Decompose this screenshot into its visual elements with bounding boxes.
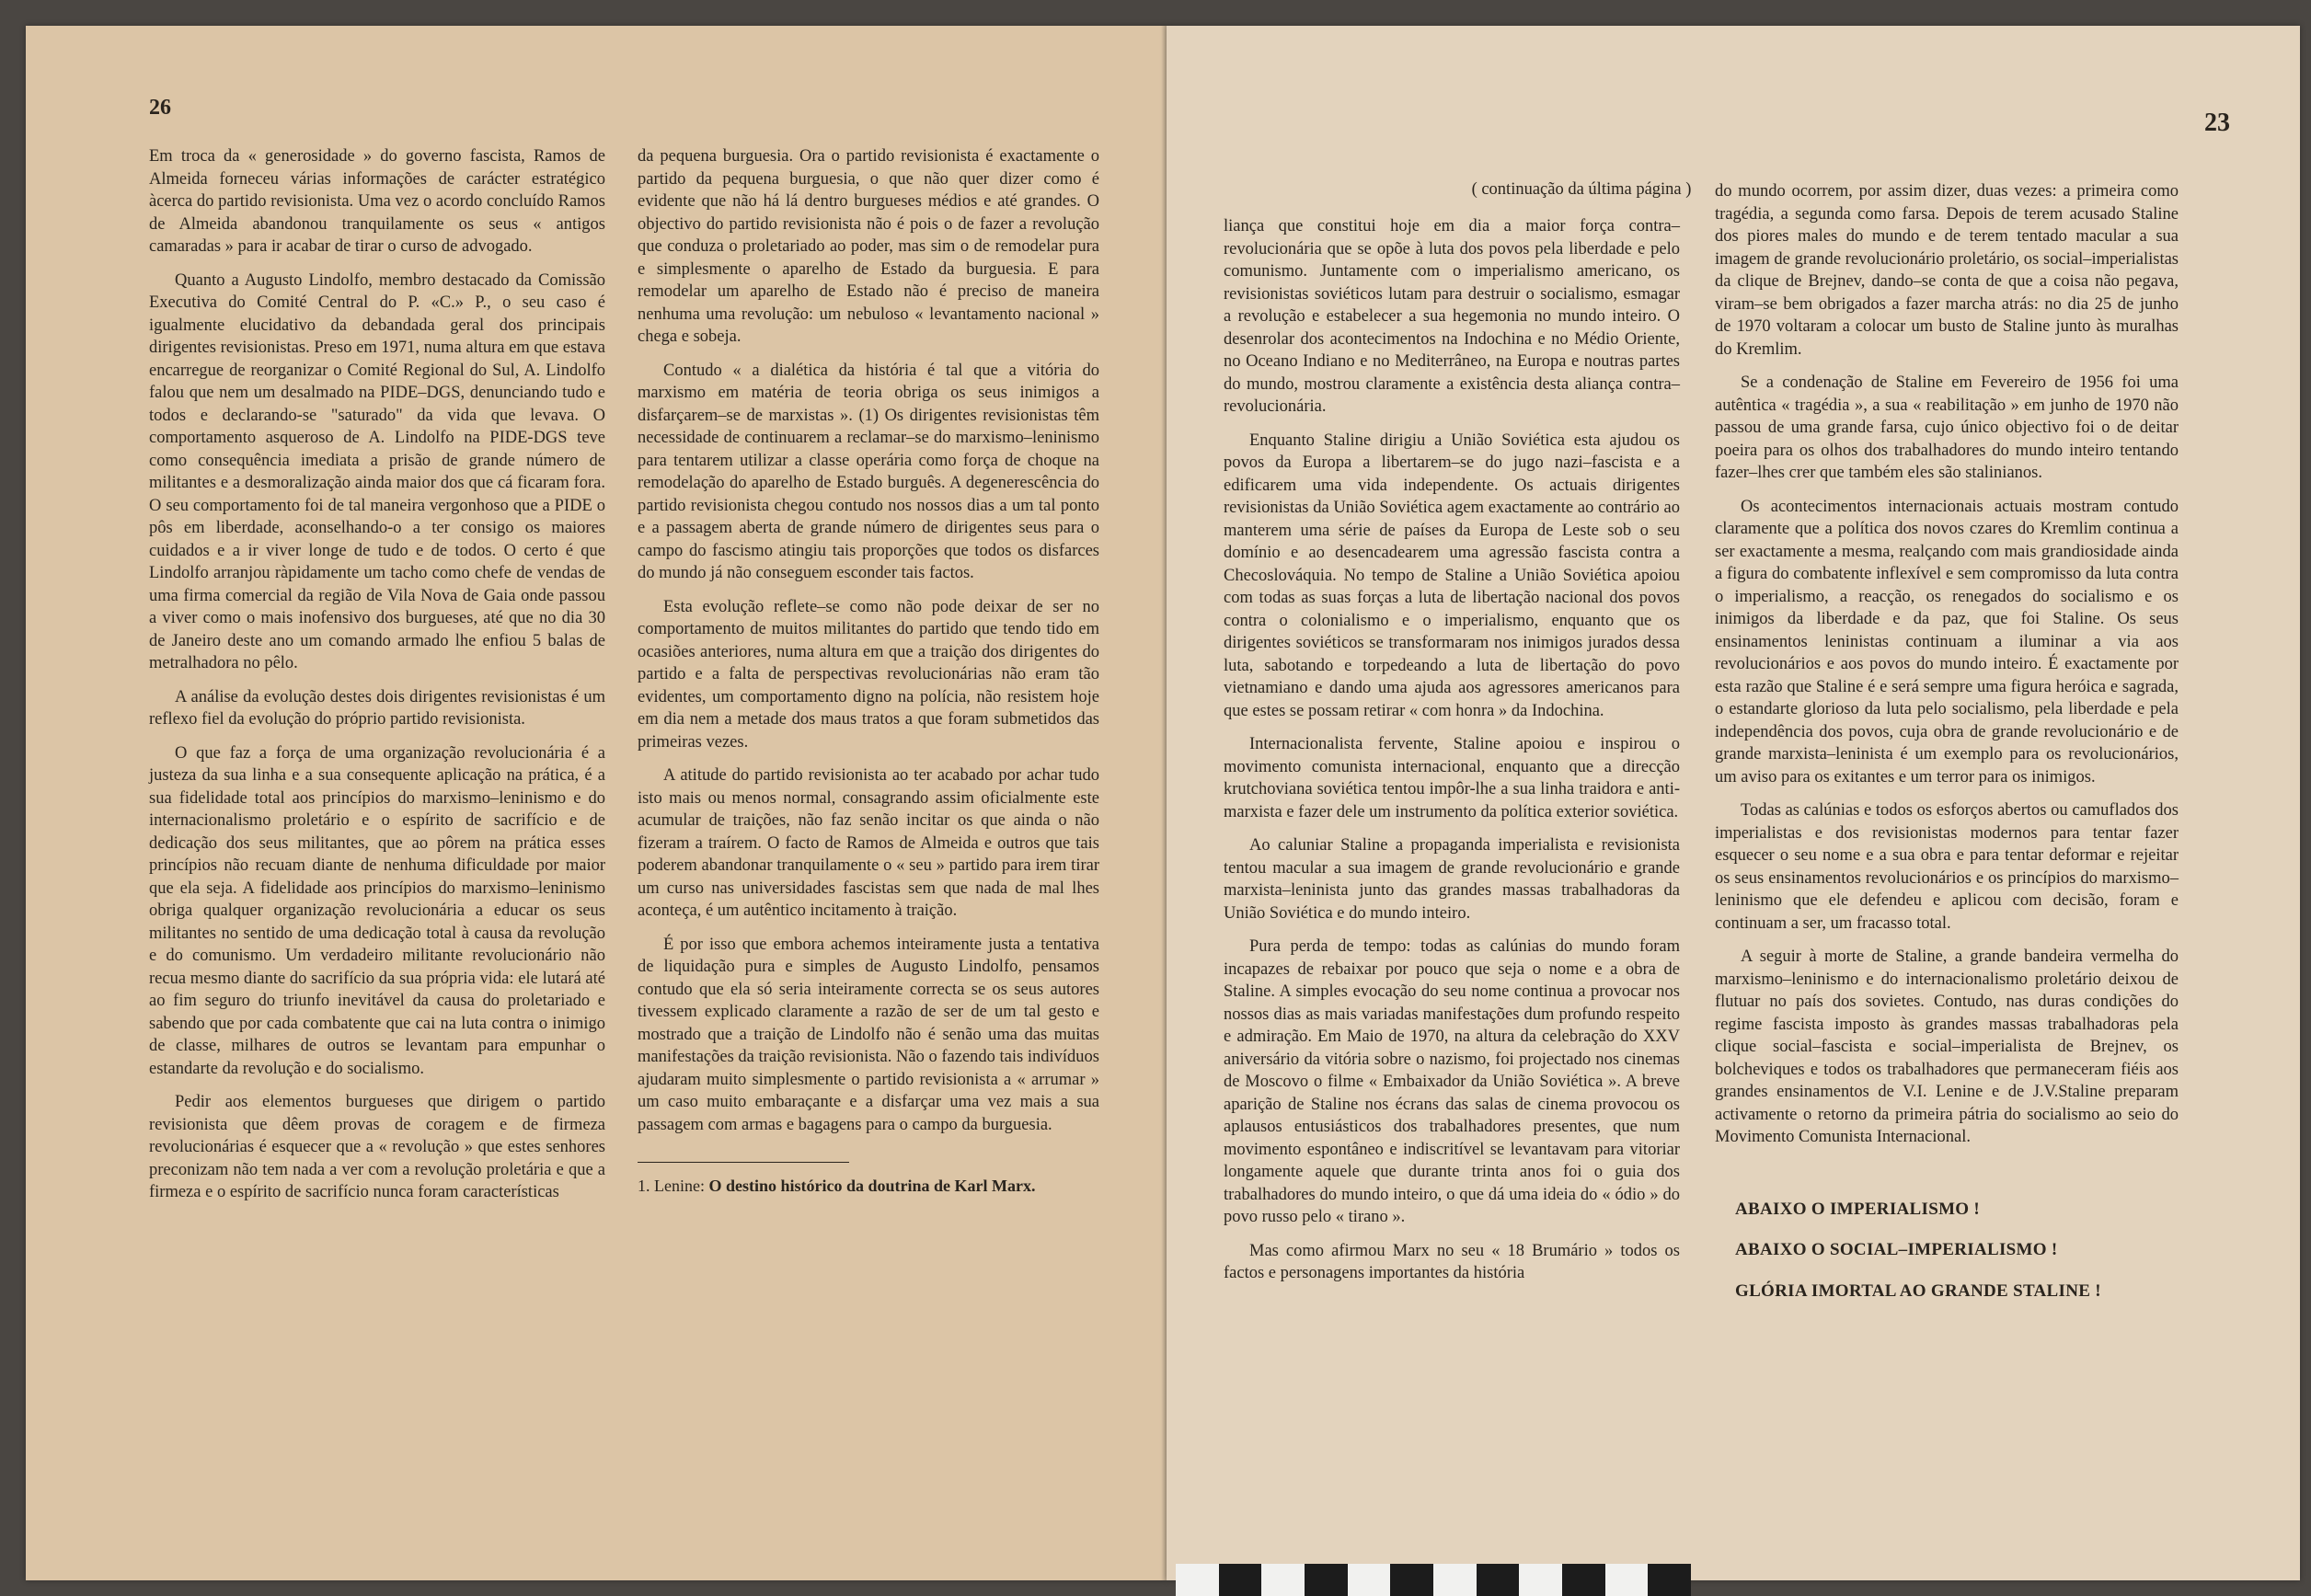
slogan: GLÓRIA IMORTAL AO GRANDE STALINE ! — [1735, 1280, 2101, 1301]
footnote-title: O destino histórico da doutrina de Karl Marx. — [708, 1177, 1036, 1195]
paragraph: Em troca da « generosidade » do governo fascista, Ramos de Almeida forneceu várias informações de carácter estratégico àcerca do partido revisionista. Uma vez o acordo concluído Ramos de Almeida abandonou tranquilamente os seus « antigos camaradas » para ir acabar de tirar o curso de advogado. — [149, 147, 605, 256]
footnote-number: 1. Lenine: — [638, 1177, 709, 1195]
right-column-2 — [1715, 180, 2179, 1321]
continuation-note: ( continuação da última página ) — [1471, 180, 1692, 199]
paragraph: Todas as calúnias e todos os esforços abertos ou camuflados dos imperialistas e dos revisionistas modernos para tentar fazer esquecer o seu nome e a sua obra e para tentar deformar e rejeitar os seus ensinamentos revolucionários e os princípios do marxismo–leninismo que ele defendeu e aplicou com decisão, foram e continuam a ser, um fracasso total. — [1715, 801, 2179, 933]
footnote — [638, 1176, 1099, 1197]
right-column-1 — [1224, 215, 1680, 1296]
scale-ruler — [1176, 1564, 1691, 1596]
paragraph: liança que constitui hoje em dia a maior força contra–revolucionária que se opõe à luta dos povos pela liberdade e pelo comunismo. Juntamente com o imperialismo americano, os revisionistas soviéticos lutam para destruir o socialismo, esmagar a revolução e estabelecer a sua hegemonia no mundo inteiro. O desenrolar dos acontecimentos na Indochina e no Médio Oriente, no Oceano Indiano e no Mediterrâneo, na Europa e noutras partes do mundo, mostrou claramente a existência desta aliança contra–revolucionária. — [1224, 217, 1680, 416]
paragraph: Contudo « a dialética da história é tal que a vitória do marxismo em matéria de teoria obriga os seus inimigos a disfarçarem–se de marxistas ». (1) Os dirigentes revisionistas têm necessidade de continuarem a reclamar–se do marxismo–leninismo para tentarem utilizar a classe operária como força de choque na remodelação do aparelho de Estado burguês. A degenerescência do partido revisionista chegou contudo nos nossos dias a um tal ponto e a passagem aberta de grande número de dirigentes seus para o campo do fascismo atingiu tais proporções que todos os disfarces do mundo já não conseguem esconder tais factos. — [638, 361, 1099, 582]
paragraph: O que faz a força de uma organização revolucionária é a justeza da sua linha e a sua consequente aplicação na prática, é a sua fidelidade total aos princípios do marxismo–leninismo e do internacionalismo proletário e o espírito de sacrifício e de dedicação dos seus militantes, que ao pôrem na prática esses princípios não recuam diante de nenhuma dificuldade por maior que ela seja. A fidelidade aos princípios do marxismo–leninismo obriga qualquer organização revolucionária a educar os seus militantes no sentido de uma dedicação total à causa da revolução e do comunismo. Um verdadeiro militante revolucionário não recua mesmo diante do sacrifício da sua própria vida: ele lutará até ao fim seguro do triunfo inevitável da causa do proletariado e sabendo que por cada combatente que cai na luta contra o inimigo de classe, milhares de outros se levantam para empunhar o estandarte da revolução e do socialismo. — [149, 743, 605, 1078]
slogan: ABAIXO O IMPERIALISMO ! — [1735, 1199, 1981, 1219]
paragraph: Pedir aos elementos burgueses que dirigem o partido revisionista que dêem provas de coragem e de firmeza revolucionárias é esquecer que a « revolução » que estes senhores preconizam não tem nada a ver com a revolução proletária e que a firmeza e o espírito de sacrifício nunca foram características — [149, 1093, 605, 1201]
paragraph: É por isso que embora achemos inteiramente justa a tentativa de liquidação pura e simples de Augusto Lindolfo, pensamos contudo que ela só seria inteiramente correcta se os seus autores tivessem explicado claramente a razão de ser de um tal gesto e mostrado que a traição de Lindolfo não é senão uma das muitas manifestações da traição revisionista. Não o fazendo tais indivíduos ajudaram muito simplesmente o partido revisionista a « arrumar » um caso muito embaraçante e a disfarçar uma vez mais a sua passagem com armas e bagagens para o campo da burguesia. — [638, 935, 1099, 1134]
paragraph: A atitude do partido revisionista ao ter acabado por achar tudo isto mais ou menos normal, consagrando assim oficialmente este acumular de traições, não faz senão incitar os que ainda o não fizeram a traírem. O facto de Ramos de Almeida e outros que tais poderem abandonar tranquilamente o « seu » partido para irem tirar um curso nas universidades fascistas sem que nada de mal lhes aconteça, é um autêntico incitamento à traição. — [638, 766, 1099, 920]
paragraph: Se a condenação de Staline em Fevereiro de 1956 foi uma autêntica « tragédia », a sua « reabilitação » em junho de 1970 não passou de uma grande farsa, cujo único objectivo foi o de deitar poeira para os olhos dos trabalhadores do mundo inteiro tentando fazer–lhes crer que também eles são stalinianos. — [1715, 373, 2179, 482]
page-number-right: 23 — [2204, 109, 2230, 137]
paragraph: Internacionalista fervente, Staline apoiou e inspirou o movimento comunista internacional, enquanto que a direcção krutchoviana soviética tentou impôr-lhe a sua linha traidora e anti-marxista e fazer dele um instrumento da política exterior soviética. — [1224, 735, 1680, 821]
left-column-2 — [638, 145, 1099, 1208]
paragraph: Mas como afirmou Marx no seu « 18 Brumário » todos os factos e personagens importantes da história — [1224, 1241, 1680, 1282]
left-page — [26, 26, 1167, 1580]
paragraph: Esta evolução reflete–se como não pode deixar de ser no comportamento de muitos militantes do partido que tendo tido em ocasiões anteriores, numa altura em que a traição dos dirigentes do partido e a falta de perspectivas revolucionárias não eram tão evidentes, um comportamento digno na polícia, não resistem hoje em dia nem a metade dos maus tratos a que foram submetidos das primeiras vezes. — [638, 597, 1099, 752]
paragraph: Pura perda de tempo: todas as calúnias do mundo foram incapazes de rebaixar por pouco que seja o nome e a obra de Staline. A simples evocação do seu nome continua a provocar nos nossos dias as mais variadas manifestações dum profundo respeito e admiração. Em Maio de 1970, na altura da celebração do XXV aniversário da vitória sobre o nazismo, foi projectado nos cinemas de Moscovo o filme « Embaixador da União Soviética ». A breve aparição de Staline nos écrans das salas de cinema provocou os aplausos entusiásticos dos trabalhadores presentes, que num movimento espontâneo e indiscritível se levantavam para vitoriar longamente aquele que durante trinta anos foi o guia dos trabalhadores do mundo inteiro, o que dá uma ideia do « ódio » do povo russo pelo « tirano ». — [1224, 937, 1680, 1226]
paragraph: A análise da evolução destes dois dirigentes revisionistas é um reflexo fiel da evolução do próprio partido revisionista. — [149, 687, 605, 729]
paragraph: do mundo ocorrem, por assim dizer, duas vezes: a primeira como tragédia, a segunda como farsa. Depois de terem acusado Staline dos piores males do mundo e de terem tentado macular a sua imagem de grande revolucionário proletário, os social–imperialistas da clique de Brejnev, dando–se conta de que a coisa não pegava, viram–se bem obrigados a fazer marcha atrás: no dia 25 de junho de 1970 voltaram a colocar um busto de Staline junto às muralhas do Kremlim. — [1715, 182, 2179, 359]
left-column-1 — [149, 145, 605, 1215]
footnote-divider — [638, 1162, 849, 1163]
paragraph: A seguir à morte de Staline, a grande bandeira vermelha do marxismo–leninismo e do internacionalismo proletário deixou de flutuar no país dos sovietes. Contudo, nas duras condições do regime fascista imposto às grandes massas trabalhadoras pela clique social–fascista e social–imperialista de Brejnev, os bolcheviques e todos os trabalhadores que permaneceram fiéis aos grandes ensinamentos de V.I. Lenine e de J.V.Staline preparam activamente o retorno da primeira pátria do socialismo ao seio do Movimento Comunista Internacional. — [1715, 947, 2179, 1146]
page-number-left: 26 — [149, 96, 171, 120]
paragraph: Quanto a Augusto Lindolfo, membro destacado da Comissão Executiva do Comité Central do P. «C.» P., o seu caso é igualmente elucidativo da debandada geral dos principais dirigentes revisionistas. Preso em 1971, numa altura em que estava encarregue de reorganizar o Comité Regional do Sul, A. Lindolfo falou que nem um desalmado na PIDE–DGS, denunciando tudo e todos e declarando-se "saturado" da vida que levava. O comportamento asqueroso de A. Lindolfo na PIDE-DGS teve como consequência imediata a prisão de grande número de militantes e a desmoralização ainda maior dos que cá ficaram fora. O seu comportamento foi de tal maneira vergonhoso que a PIDE o pôs em liberdade, aconselhando-o a ter consigo os maiores cuidados e a ir viver longe de tudo e de todos. O certo é que Lindolfo arranjou ràpidamente um tacho como chefe de vendas de uma firma comercial da região de Vila Nova de Gaia onde passou a viver como o mais inofensivo dos burgueses, até que no dia 30 de Janeiro deste ano um comando armado lhe enfiou 5 balas de metralhadora no pêlo. — [149, 270, 605, 672]
paragraph: Ao caluniar Staline a propaganda imperialista e revisionista tentou macular a sua imagem de grande revolucionário e grande marxista–leninista junto das grandes massas trabalhadoras da União Soviética e do mundo inteiro. — [1224, 836, 1680, 923]
paragraph: Enquanto Staline dirigiu a União Soviética esta ajudou os povos da Europa a libertarem–se do jugo nazi–fascista e a edificarem uma vida independente. Os actuais dirigentes revisionistas da União Soviética agem exactamente ao contrário ao manterem uma série de países da Europa de Leste sob o seu domínio e ao desencadearem uma agressão fascista contra a Checoslováquia. No tempo de Staline a União Soviética apoiou com todas as suas forças a luta de libertação nacional dos povos contra o colonialismo e o imperialismo, enquanto que os dirigentes soviéticos se transformaram nos inimigos jurados dessa luta, sabotando e torpedeando a luta de libertação do povo vietnamiano e dando uma ajuda aos agressores americanos para que estes se possam retirar « com honra » da Indochina. — [1224, 431, 1680, 720]
slogan: ABAIXO O SOCIAL–IMPERIALISMO ! — [1735, 1240, 2058, 1259]
right-page — [1167, 26, 2300, 1580]
paragraph: da pequena burguesia. Ora o partido revisionista é exactamente o partido da pequena burguesia, o que não quer dizer como é evidente que não há lá dentro burgueses médios e até grandes. O objectivo do partido revisionista não é pois o de fazer a revolução que conduza o proletariado ao poder, mas sim o de remodelar pura e simplesmente o aparelho de Estado da burguesia. E para remodelar um aparelho de Estado não é preciso de maneira nenhuma uma revolução: um nebuloso « levantamento nacional » chega e sobeja. — [638, 147, 1099, 346]
slogans — [1715, 1199, 2179, 1303]
paragraph: Os acontecimentos internacionais actuais mostram contudo claramente que a política dos novos czares do Kremlim continua a ser exactamente a mesma, realçando com mais grandiosidade ainda a figura do combatente inflexível e sem compromisso da luta contra o imperialismo, a reacção, os renegados do socialismo e os inimigos da liberdade e da paz, que foi Staline. Os seus ensinamentos leninistas continuam a iluminar a via aos revolucionários e aos povos do mundo inteiro. É exactamente por esta razão que Staline é e será sempre uma figura heróica e sagrada, o estandarte glorioso da luta pelo socialismo, pela liberdade e pela independência dos povos, cuja obra de grande revolucionário e de grande marxista–leninista é um exemplo para os revolucionários, um aviso para os exitantes e um terror para os inimigos. — [1715, 497, 2179, 787]
